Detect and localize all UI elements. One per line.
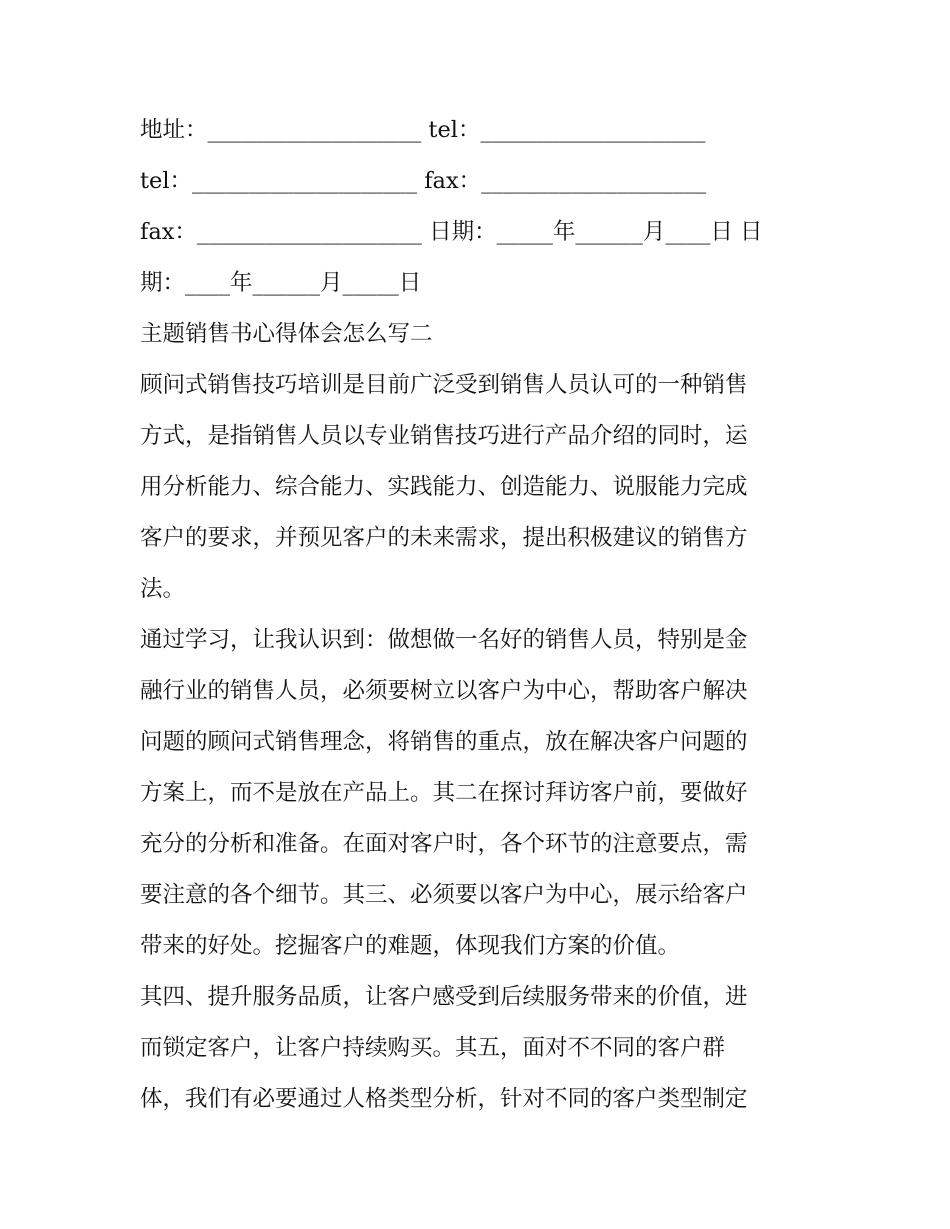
- paragraph-1-line: 用分析能力、综合能力、实践能力、创造能力、说服能力完成: [140, 474, 748, 500]
- paragraph-2-line: 方案上，而不是放在产品上。其二在探讨拜访客户前，要做好: [140, 780, 748, 806]
- fax-date-line: fax：____________________ 日期：_____年______月____日 日: [140, 219, 763, 245]
- paragraph-3-line: 其四、提升服务品质，让客户感受到后续服务带来的价值，进: [140, 984, 748, 1010]
- date-line: 期：____年______月_____日: [140, 270, 422, 296]
- paragraph-3-line: 而锁定客户，让客户持续购买。其五，面对不不同的客户群: [140, 1035, 726, 1061]
- paragraph-2-line: 通过学习，让我认识到：做想做一名好的销售人员，特别是金: [140, 627, 748, 653]
- paragraph-2-line: 问题的顾问式销售理念，将销售的重点，放在解决客户问题的: [140, 729, 748, 755]
- paragraph-2-line: 要注意的各个细节。其三、必须要以客户为中心，展示给客户: [140, 882, 748, 908]
- document-page: [140, 105, 812, 1125]
- address-tel-line: 地址：___________________ tel：____________________: [140, 117, 706, 143]
- tel-fax-line: tel：____________________ fax：____________________: [140, 168, 707, 194]
- section-title: 主题销售书心得体会怎么写二: [140, 321, 433, 347]
- paragraph-1-line: 客户的要求，并预见客户的未来需求，提出积极建议的销售方: [140, 525, 748, 551]
- paragraph-1-line: 法。: [140, 576, 186, 602]
- paragraph-1-line: 方式，是指销售人员以专业销售技巧进行产品介绍的同时，运: [140, 423, 748, 449]
- paragraph-3-line: 体，我们有必要通过人格类型分析，针对不同的客户类型制定: [140, 1086, 748, 1112]
- paragraph-2-line: 充分的分析和准备。在面对客户时，各个环节的注意要点，需: [140, 831, 748, 857]
- paragraph-2-line: 带来的好处。挖掘客户的难题，体现我们方案的价值。: [140, 933, 681, 959]
- paragraph-2-line: 融行业的销售人员，必须要树立以客户为中心，帮助客户解决: [140, 678, 748, 704]
- paragraph-1-line: 顾问式销售技巧培训是目前广泛受到销售人员认可的一种销售: [140, 372, 748, 398]
